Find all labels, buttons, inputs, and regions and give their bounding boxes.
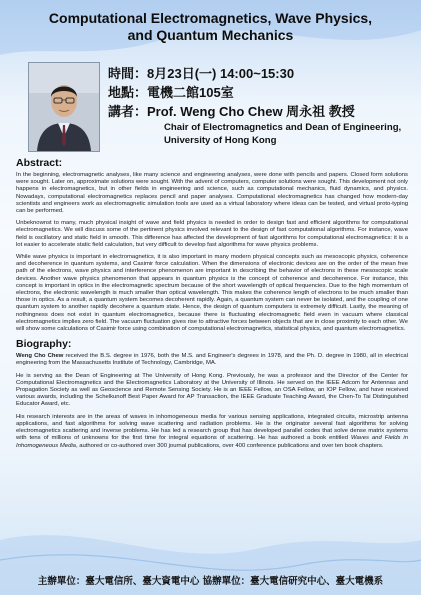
title-line-1: Computational Electromagnetics, Wave Physics, (48, 10, 373, 26)
biography-paragraph-3-text-b: , authored or co-authored over 300 journal publications, over 400 conference publications and over ten book chapters. (75, 442, 384, 449)
speaker-title-line-1: Chair of Electromagnetics and Dean of Engineering, (164, 122, 402, 133)
biography-paragraph-1-text: received the B.S. degree in 1976, both the M.S. and Engineer's degrees in 1978, and the Ph. D. degree in 1980, all in electrical engineering from the Massachusetts Institute of Technology, Cambridge, MA. (16, 353, 408, 367)
speaker-name: Prof. Weng Cho Chew 周永祖 教授 (147, 104, 355, 119)
abstract-paragraph-1: In the beginning, electromagnetic analyses, like many science and engineering analyses, were done with pencils and papers. Closed form solutions were sought. Later on, approximate solutions were sought. With the advent of computers, computer solutions were sought. This development not only happens in electromagnetics, but in other fields in engineering and science, such as computational mechanics, fluid dynamics, and physics. Nowadays, computational electromagnetics replaces pencil and paper analyses. Computational electromagnetics has changed how modern-day scientists and engineers work as electromagnetic simulation tools are used as a virtual laboratory where ideas can be tested, and virtual proto-typing can be performed. (16, 172, 408, 215)
time-value: 8月23日(一) 14:00~15:30 (147, 66, 295, 81)
speaker-title-line-2: University of Hong Kong (164, 134, 277, 146)
speaker-label: 講者： (108, 104, 148, 119)
abstract-paragraph-2: Unbeknownst to many, much physical insight of wave and field physics is needed in order to design fast and efficient algorithms for computational electromagnetics. We will discuss some of the pertinent physics involved relevant to the design of fast computational algorithms. For instance, wave field is oscillatory and static field in smooth. This difference has affected the development of fast algorithms for computational electromagnetics: it is a lot easier to accelerate static field calculation, but very difficult to develop fast algorithms for wave physics problems. (16, 220, 408, 248)
content-body (16, 157, 408, 455)
poster-title (0, 10, 421, 44)
abstract-paragraph-3: While wave physics is important in electromagnetics, it is also important in many modern physical concepts such as mesoscopic physics, coherence and decoherence in quantum systems, and Casimir force calculation. When the dimensions of electronic devices are on the order of the mean free path of the electrons, wave physics and interference phenomenon are important in describing the behavior of electrons in these mesoscopic scale devices. Another wave physics phenomenon that appears in quantum physics is the concept of coherence and decoherence. For instance, this concept is important in optics in the electromagnetic spectrum because of the short wavelength of optical frequencies. Due to the high momentum of electrons, the electronic wavelength is much smaller than optical wavelength. This makes the coherence length of electrons to be much smaller than those in optics. As a result, a quantum system becomes decoherent rapidly. Again, a quantum system can never be isolated, and the coupling of one quantum system to another rapidly decohere a quantum state. Hence, the design of quantum computers is extremely difficult. Lastly, the meaning of nothingness does not exist in quantum electromagnetics, because there is fluctuating electromagnetic field even in vacuum where classical electromagnetics implies zero field. The vacuum fluctuation gives rise to attractive forces between objects that are in close proximity to each other. We will show some calculations of Casimir force using combination of computational electromagnetics, statistical physics, and quantum electromagnetics. (16, 254, 408, 333)
speaker-photo (28, 62, 100, 152)
place-value: 電機二館105室 (147, 85, 234, 100)
organizers-footer: 主辦單位：臺大電信所、臺大資電中心 協辦單位：臺大電信研究中心、臺大電機系 (37, 576, 384, 587)
biography-heading: Biography: (16, 338, 72, 351)
speaker-row (108, 102, 413, 121)
biography-paragraph-1 (16, 353, 408, 367)
biography-paragraph-3-text-a: His research interests are in the areas of waves in inhomogeneous media for various sensing applications, integrated circuits, microstrip antenna applications, and fast algorithms for solving wave scattering and radiation problems. He is the originator several fast algorithms for solving electromagnetics scattering and inverse problems. He has led a research group that has developed parallel codes that solve dense matrix systems with tens of millions of unknowns for the first time for integral equations of scattering. He has authored a book entitled (16, 413, 408, 442)
speaker-affiliation (108, 122, 413, 147)
event-info (108, 64, 413, 147)
book-title: Waves and Fields in Inhomogeneous Media (16, 435, 408, 449)
biography-paragraph-2: He is serving as the Dean of Engineering at The University of Hong Kong. Previously, he was a professor and the Director of the Center for Computational Electromagnetics and the Electromagnetics Laboratory at the University of Illinois. He served on the IEEE Adcom for Antennas and Propagation Society as well as Geoscience and Remote Sensing Society. He is an IEEE Fellow, an OSA Fellow, an IOP Fellow, and have received various awards, including the Schelkunoff Best Paper Award for AP Transaction, the IEEE Graduate Teaching Award, the Chen-To Tai Distinguished Educator Award, etc. (16, 372, 408, 408)
time-row (108, 64, 413, 83)
biography-name: Weng Cho Chew (16, 353, 64, 360)
place-label: 地點： (108, 85, 148, 100)
abstract-heading: Abstract: (16, 157, 63, 169)
biography-paragraph-3 (16, 414, 408, 450)
title-line-2: and Quantum Mechanics (127, 27, 294, 43)
place-row (108, 83, 413, 102)
time-label: 時間： (108, 66, 148, 81)
